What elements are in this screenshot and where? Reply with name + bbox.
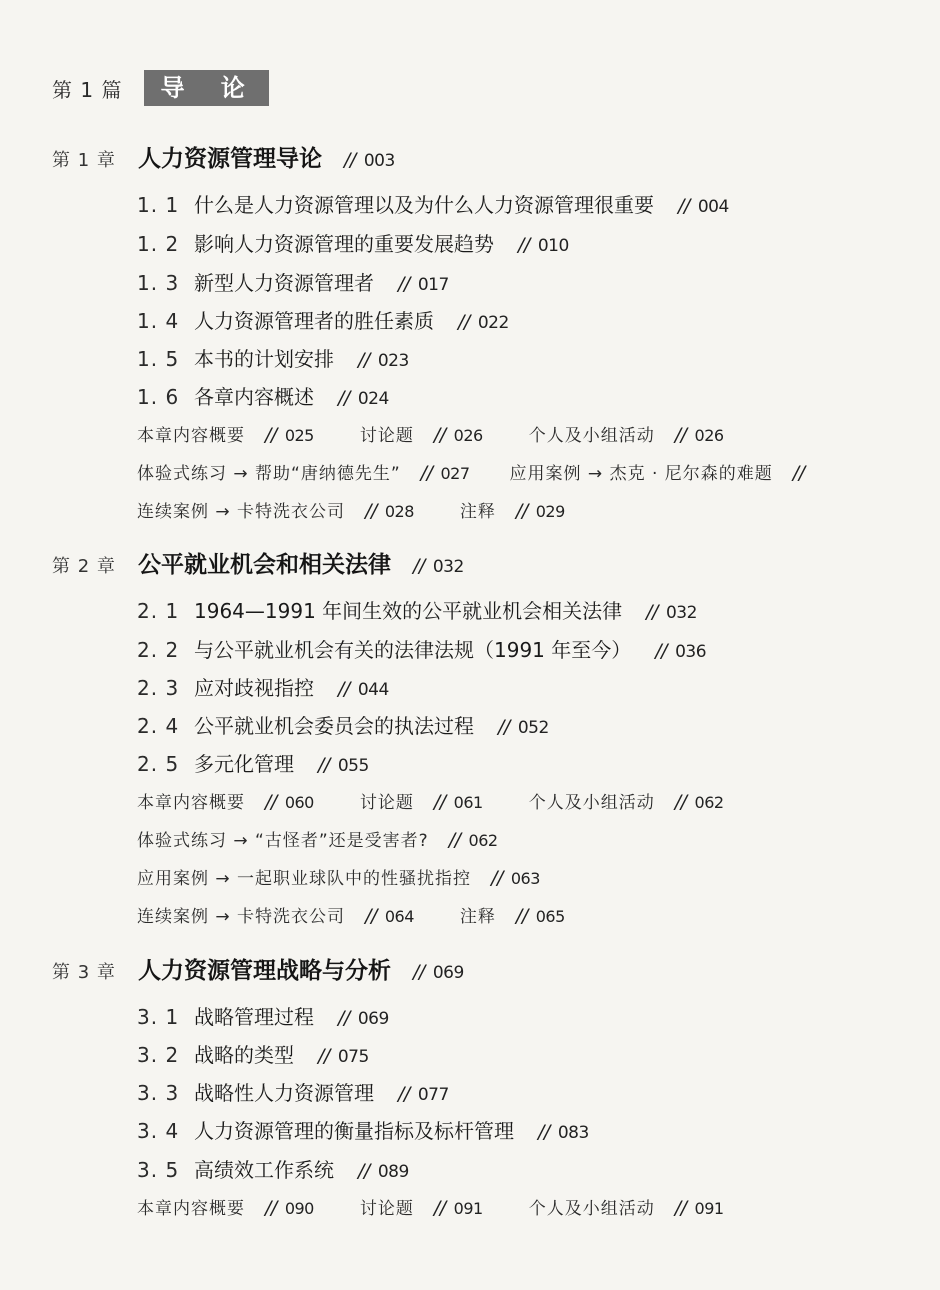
page-ref: // 055 xyxy=(318,754,369,776)
extra-item[interactable]: 本章内容概要 // 025 xyxy=(137,424,314,446)
extra-item[interactable]: 本章内容概要 // 090 xyxy=(137,1197,314,1219)
section-title: 人力资源管理者的胜任素质 xyxy=(194,309,434,333)
section-title: 高绩效工作系统 xyxy=(194,1158,334,1182)
extra-item[interactable]: 体验式练习 → 帮助“唐纳德先生” // 027 xyxy=(137,462,470,484)
part-title: 导 论 xyxy=(144,70,268,106)
extra-item[interactable]: 本章内容概要 // 060 xyxy=(137,791,314,813)
part-heading xyxy=(52,70,269,106)
section-number: 2. 1 xyxy=(137,599,180,623)
chapter-extras-row xyxy=(137,826,498,851)
section-number: 2. 2 xyxy=(137,638,180,662)
section-number: 1. 6 xyxy=(137,385,180,409)
chapter-extras-row xyxy=(137,788,724,813)
page-ref: // 003 xyxy=(344,149,395,171)
part-label: 第 1 篇 xyxy=(52,77,123,102)
section-number: 3. 3 xyxy=(137,1081,180,1105)
section-number: 2. 3 xyxy=(137,676,180,700)
chapter-label: 第 3 章 xyxy=(52,962,116,983)
page-ref: // 052 xyxy=(498,716,549,738)
chapter-extras-row xyxy=(137,421,724,446)
extra-item[interactable]: 连续案例 → 卡特洗衣公司 // 064 xyxy=(137,905,414,927)
section-entry[interactable] xyxy=(137,381,389,410)
section-number: 1. 5 xyxy=(137,347,180,371)
extra-item[interactable]: 连续案例 → 卡特洗衣公司 // 028 xyxy=(137,500,414,522)
chapter-extras-row xyxy=(137,497,565,522)
section-entry[interactable] xyxy=(137,267,449,296)
page-ref: // 032 xyxy=(646,601,697,623)
chapter-heading[interactable] xyxy=(52,546,464,579)
section-title: 什么是人力资源管理以及为什么人力资源管理很重要 xyxy=(194,193,654,217)
section-entry[interactable] xyxy=(137,595,697,624)
page-ref: // 075 xyxy=(318,1045,369,1067)
extra-item[interactable]: 应用案例 → 杰克 · 尼尔森的难题 // xyxy=(509,462,805,484)
chapter-title: 人力资源管理导论 xyxy=(138,145,322,172)
extra-item[interactable]: 应用案例 → 一起职业球队中的性骚扰指控 // 063 xyxy=(137,867,540,889)
chapter-label: 第 1 章 xyxy=(52,150,116,171)
section-title: 战略性人力资源管理 xyxy=(194,1081,374,1105)
extra-item[interactable]: 个人及小组活动 // 062 xyxy=(528,791,724,813)
section-number: 3. 4 xyxy=(137,1119,180,1143)
section-title: 多元化管理 xyxy=(194,752,294,776)
section-entry[interactable] xyxy=(137,1077,449,1106)
page-ref: // 044 xyxy=(338,678,389,700)
page-ref: // 032 xyxy=(413,555,464,577)
chapter-extras-row xyxy=(137,864,540,889)
section-number: 3. 2 xyxy=(137,1043,180,1067)
page-ref: // 017 xyxy=(398,273,449,295)
extra-item[interactable]: 注释 // 065 xyxy=(459,905,565,927)
section-entry[interactable] xyxy=(137,1001,389,1030)
section-entry[interactable] xyxy=(137,672,389,701)
section-number: 3. 5 xyxy=(137,1158,180,1182)
chapter-heading[interactable] xyxy=(52,952,464,985)
section-entry[interactable] xyxy=(137,189,729,218)
page-ref: // 023 xyxy=(358,349,409,371)
section-entry[interactable] xyxy=(137,634,706,663)
extra-item[interactable]: 讨论题 // 026 xyxy=(359,424,483,446)
extra-item[interactable]: 注释 // 029 xyxy=(459,500,565,522)
section-entry[interactable] xyxy=(137,1039,369,1068)
page-ref: // 069 xyxy=(338,1007,389,1029)
chapter-extras-row xyxy=(137,1194,724,1219)
section-entry[interactable] xyxy=(137,1115,589,1144)
page-ref: // 069 xyxy=(413,961,464,983)
section-entry[interactable] xyxy=(137,748,369,777)
section-number: 1. 2 xyxy=(137,232,180,256)
chapter-heading[interactable] xyxy=(52,140,395,173)
section-entry[interactable] xyxy=(137,305,509,334)
page-ref: // 036 xyxy=(655,640,707,662)
section-title: 本书的计划安排 xyxy=(194,347,334,371)
section-number: 1. 3 xyxy=(137,271,180,295)
section-title: 新型人力资源管理者 xyxy=(194,271,374,295)
chapter-title: 公平就业机会和相关法律 xyxy=(138,551,391,578)
page-ref: // 022 xyxy=(458,311,509,333)
section-title: 影响人力资源管理的重要发展趋势 xyxy=(194,232,494,256)
chapter-title: 人力资源管理战略与分析 xyxy=(138,957,391,984)
extra-item[interactable]: 体验式练习 → “古怪者”还是受害者? // 062 xyxy=(137,829,498,851)
page-ref: // 089 xyxy=(358,1160,409,1182)
section-number: 3. 1 xyxy=(137,1005,180,1029)
section-title: 应对歧视指控 xyxy=(194,676,314,700)
section-title: 公平就业机会委员会的执法过程 xyxy=(194,714,474,738)
section-title: 各章内容概述 xyxy=(194,385,314,409)
extra-item[interactable]: 讨论题 // 091 xyxy=(359,1197,483,1219)
section-entry[interactable] xyxy=(137,228,569,257)
page-ref: // 024 xyxy=(338,387,389,409)
section-entry[interactable] xyxy=(137,1154,409,1183)
chapter-label: 第 2 章 xyxy=(52,556,116,577)
extra-item[interactable]: 个人及小组活动 // 026 xyxy=(528,424,724,446)
page-ref: // 077 xyxy=(398,1083,449,1105)
section-title: 战略的类型 xyxy=(194,1043,294,1067)
page-ref: // 004 xyxy=(678,195,729,217)
section-entry[interactable] xyxy=(137,710,549,739)
section-title: 人力资源管理的衡量指标及标杆管理 xyxy=(194,1119,514,1143)
section-entry[interactable] xyxy=(137,343,409,372)
extra-item[interactable]: 个人及小组活动 // 091 xyxy=(528,1197,724,1219)
page-ref: // 083 xyxy=(538,1121,589,1143)
section-number: 2. 4 xyxy=(137,714,180,738)
chapter-extras-row xyxy=(137,902,565,927)
section-number: 1. 1 xyxy=(137,193,180,217)
section-number: 2. 5 xyxy=(137,752,180,776)
page-ref: // 010 xyxy=(518,234,569,256)
extra-item[interactable]: 讨论题 // 061 xyxy=(359,791,483,813)
section-number: 1. 4 xyxy=(137,309,180,333)
section-title: 与公平就业机会有关的法律法规（1991 年至今） xyxy=(194,638,632,662)
section-title: 1964—1991 年间生效的公平就业机会相关法律 xyxy=(194,599,623,623)
chapter-extras-row xyxy=(137,459,813,484)
section-title: 战略管理过程 xyxy=(194,1005,314,1029)
